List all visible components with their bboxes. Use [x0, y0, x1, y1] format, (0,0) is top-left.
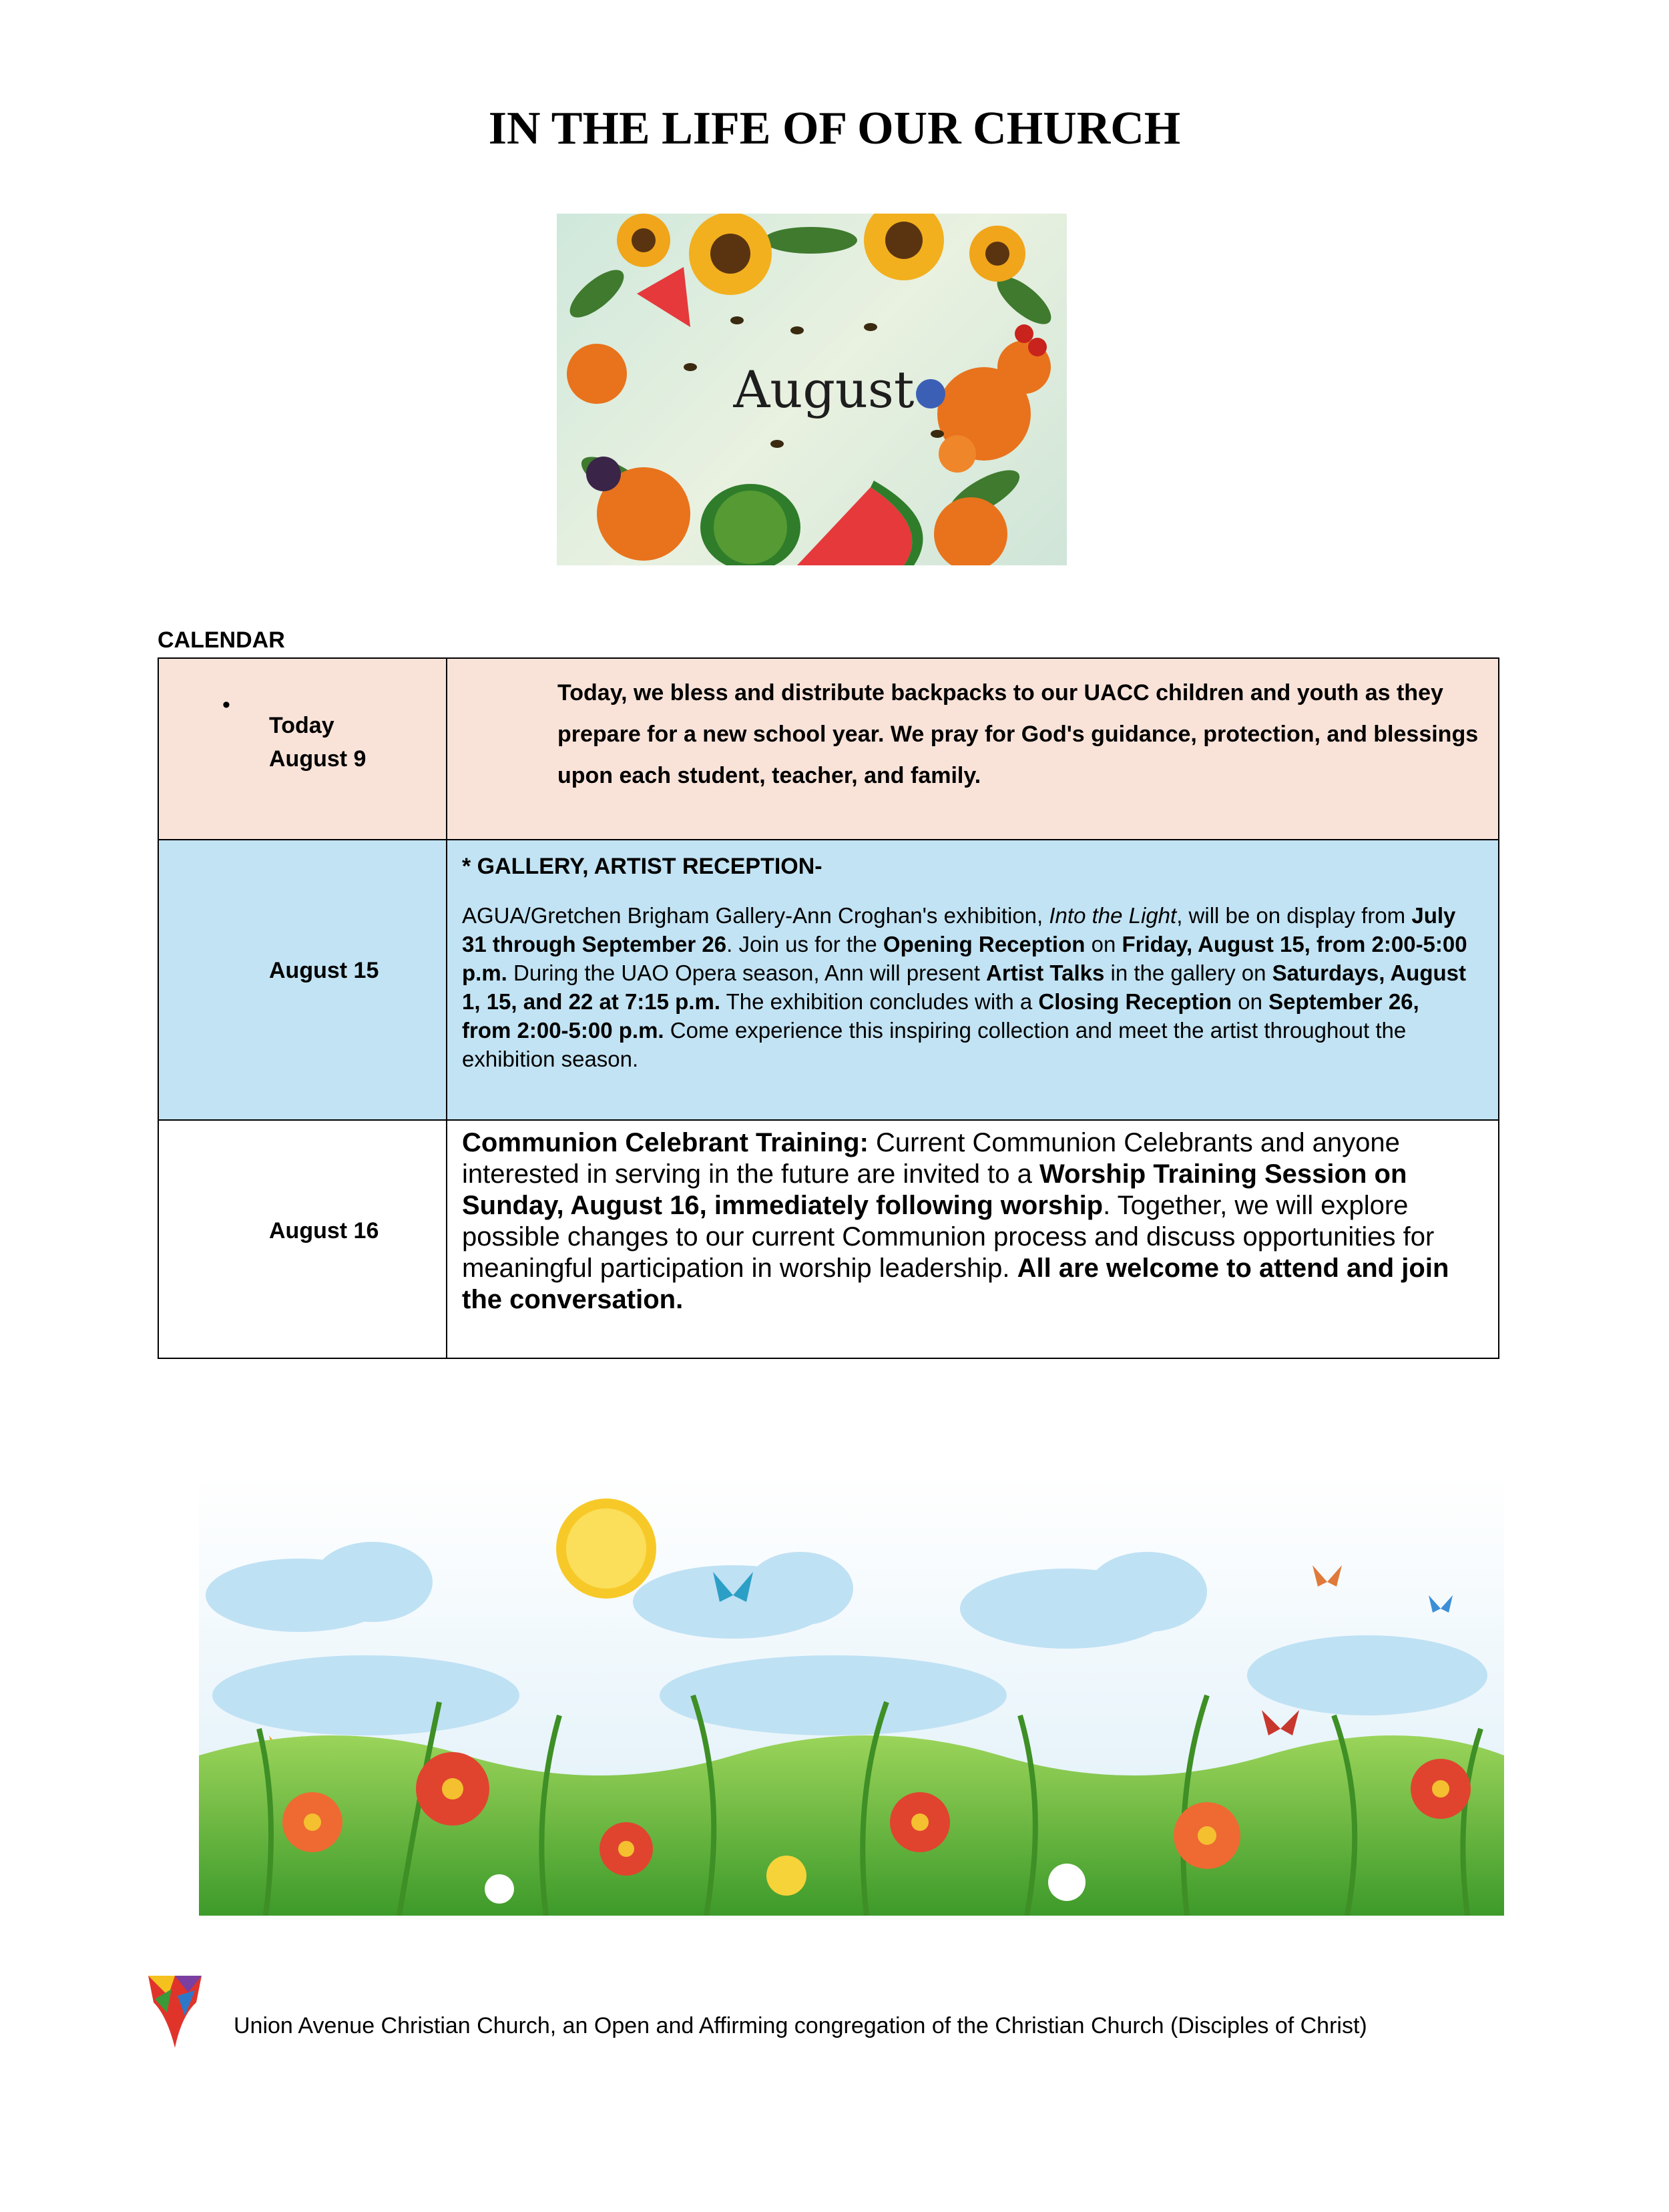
calendar-label: CALENDAR	[158, 627, 285, 653]
date-cell	[158, 658, 447, 840]
table-row	[158, 658, 1499, 840]
date-cell	[158, 1120, 447, 1358]
table-row	[158, 1120, 1499, 1358]
event-description: Today, we bless and distribute backpacks to our UACC children and youth as they prepare for a new school year. We pray for God's guidance, protection, and blessings upon each student, teacher, and family.	[447, 658, 1499, 840]
summer-meadow-image	[199, 1475, 1504, 1916]
event-paragraph: AGUA/Gretchen Brigham Gallery-Ann Croghan's exhibition, Into the Light, will be on display from July 31 through September 26. Join us for the Opening Reception on Friday, August 15, from 2:00-5:00 p.m. During the UAO Opera season, Ann will present Artist Talks in the gallery on Saturdays, August 1, 15, and 22 at 7:15 p.m. The exhibition concludes with a Closing Reception on September 26, from 2:00-5:00 p.m. Come experience this inspiring collection and meet the artist throughout the exhibition season.	[462, 903, 1467, 1071]
august-banner-image	[557, 214, 1067, 565]
august-word: August	[733, 360, 915, 419]
date-line-1: Today	[269, 713, 334, 738]
event-description: Communion Celebrant Training: Current Communion Celebrants and anyone interested in serving in the future are invited to a Worship Training Session on Sunday, August 16, immediately following worship. Together, we will explore possible changes to our current Communion process and discuss opportunities for meaningful participation in worship leadership. All are welcome to attend and join the conversation.	[447, 1120, 1499, 1358]
date-label: August 15	[269, 958, 379, 983]
bullet-icon: •	[222, 692, 230, 718]
calendar-table	[158, 657, 1499, 1359]
date-line-2: August 9	[269, 746, 367, 772]
footer-text: Union Avenue Christian Church, an Open and Affirming congregation of the Christian Church (Disciples of Christ)	[234, 2013, 1367, 2038]
date-label: August 16	[269, 1218, 379, 1243]
event-heading: * GALLERY, ARTIST RECEPTION-	[462, 854, 822, 879]
date-cell	[158, 840, 447, 1120]
church-logo	[148, 1976, 202, 2049]
page-title: IN THE LIFE OF OUR CHURCH	[488, 103, 1181, 154]
event-description	[447, 840, 1499, 1120]
table-row	[158, 840, 1499, 1120]
